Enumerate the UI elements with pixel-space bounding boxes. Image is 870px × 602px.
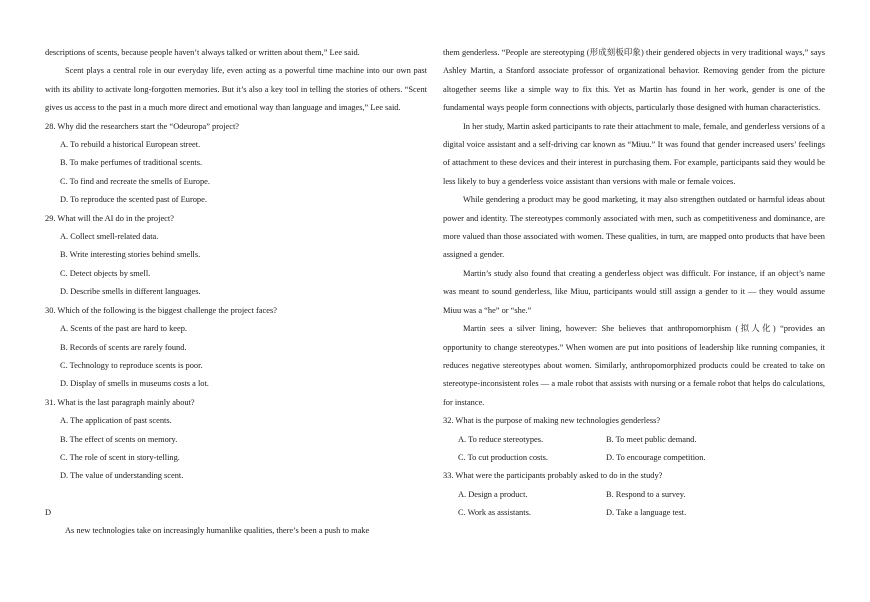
question-32	[443, 412, 825, 467]
paragraph-2: In her study, Martin asked participants to rate their attachment to male, female, and genderless versions of a digital voice assistant and a self-driving car known as “Miuu.” It was found that gender increased users’ feelings of attachment to these devices and their interest in purchasing them. For example, participants said they would be less likely to buy a genderless voice assistant than versions with male or female voices.	[443, 121, 825, 186]
option-d: D. Describe smells in different languages.	[60, 287, 201, 297]
option-c: C. To cut production costs.	[458, 452, 548, 462]
question-31	[45, 394, 427, 486]
paragraph-5: Martin sees a silver lining, however: She believes that anthropomorphism (拟人化) “provides an opportunity to change stereotypes.” When women are put into positions of leadership like running companies, it reduces negative stereotypes about women. Similarly, anthropomorphized products could be created to take on stereotype-inconsistent roles — a male robot that assists with nursing or a female robot that helps do calculations, for instance.	[443, 324, 825, 407]
option-b: B. The effect of scents on memory.	[60, 434, 178, 444]
option-d: D. To encourage competition.	[606, 452, 706, 462]
option-a: A. Design a product.	[458, 489, 528, 499]
question-stem: 32. What is the purpose of making new technologies genderless?	[443, 416, 661, 426]
option-d: D. To reproduce the scented past of Europe.	[60, 195, 207, 205]
option-d: D. Display of smells in museums costs a lot.	[60, 379, 209, 389]
question-stem: 31. What is the last paragraph mainly about?	[45, 397, 195, 407]
option-a: A. Collect smell-related data.	[60, 232, 159, 242]
question-29	[45, 210, 427, 302]
option-c: C. Work as assistants.	[458, 508, 531, 518]
paragraph-4: Martin’s study also found that creating a genderless object was difficult. For instance, if an object’s name was meant to sound genderless, like Miuu, participants would still assign a gender to it — they would assume Miuu was a “he” or “she.”	[443, 268, 825, 315]
paragraph-1: them genderless. “People are stereotyping (形成刻板印象) their gendered objects in very traditional ways,” says Ashley Martin, a Stanford associate professor of organizational behavior. Removing gender from the picture altogether seems like a simple way to fix this. Yet as Martin has found in her work, gender is one of the fundamental ways people form connections with objects, particularly those designed with human characteristics.	[443, 48, 825, 113]
option-b: B. Respond to a survey.	[606, 489, 686, 499]
question-stem: 33. What were the participants probably asked to do in the study?	[443, 471, 663, 481]
option-c: C. To find and recreate the smells of Europe.	[60, 176, 210, 186]
option-b: B. Records of scents are rarely found.	[60, 342, 187, 352]
paragraph-top: descriptions of scents, because people haven’t always talked or written about them,” Lee said.	[45, 48, 360, 57]
option-b: B. To meet public demand.	[606, 434, 697, 444]
option-a: A. To reduce stereotypes.	[458, 434, 544, 444]
paragraph-scent: Scent plays a central role in our everyday life, even acting as a powerful time machine into our own past with its ability to activate long-forgotten memories. But it’s also a key tool in telling the stories of others. “Scent gives us access to the past in a much more direct and emotional way than language and images,” Lee said.	[45, 66, 427, 113]
question-stem: 30. Which of the following is the biggest challenge the project faces?	[45, 305, 277, 315]
question-28	[45, 118, 427, 210]
paragraph-3: While gendering a product may be good marketing, it may also strengthen outdated or harmful ideas about power and identity. The stereotypes commonly associated with men, such as competitiveness and dominance, are more valued than those associated with women. These qualities, in turn, are mapped onto products that have been assigned a gender.	[443, 195, 825, 260]
option-d: D. Take a language test.	[606, 508, 687, 518]
options-row	[443, 504, 825, 522]
options-row	[443, 449, 825, 467]
question-30	[45, 302, 427, 394]
option-c: C. The role of scent in story-telling.	[60, 452, 180, 462]
paragraph-d-intro: As new technologies take on increasingly humanlike qualities, there’s been a push to make	[65, 526, 370, 536]
question-stem: 28. Why did the researchers start the “Odeuropa” project?	[45, 121, 240, 131]
options-row	[443, 486, 825, 504]
section-heading: D	[45, 507, 52, 517]
option-a: A. The application of past scents.	[60, 416, 172, 426]
option-c: C. Detect objects by smell.	[60, 268, 151, 278]
option-b: B. Write interesting stories behind smells.	[60, 250, 201, 260]
option-a: A. To rebuild a historical European street.	[60, 140, 201, 150]
option-a: A. Scents of the past are hard to keep.	[60, 324, 187, 334]
option-d: D. The value of understanding scent.	[60, 471, 184, 481]
option-c: C. Technology to reproduce scents is poor.	[60, 360, 203, 370]
question-stem: 29. What will the AI do in the project?	[45, 213, 174, 223]
right-column	[443, 44, 825, 523]
left-column	[45, 44, 427, 541]
option-b: B. To make perfumes of traditional scents.	[60, 158, 203, 168]
question-33	[443, 467, 825, 522]
options-row	[443, 431, 825, 449]
